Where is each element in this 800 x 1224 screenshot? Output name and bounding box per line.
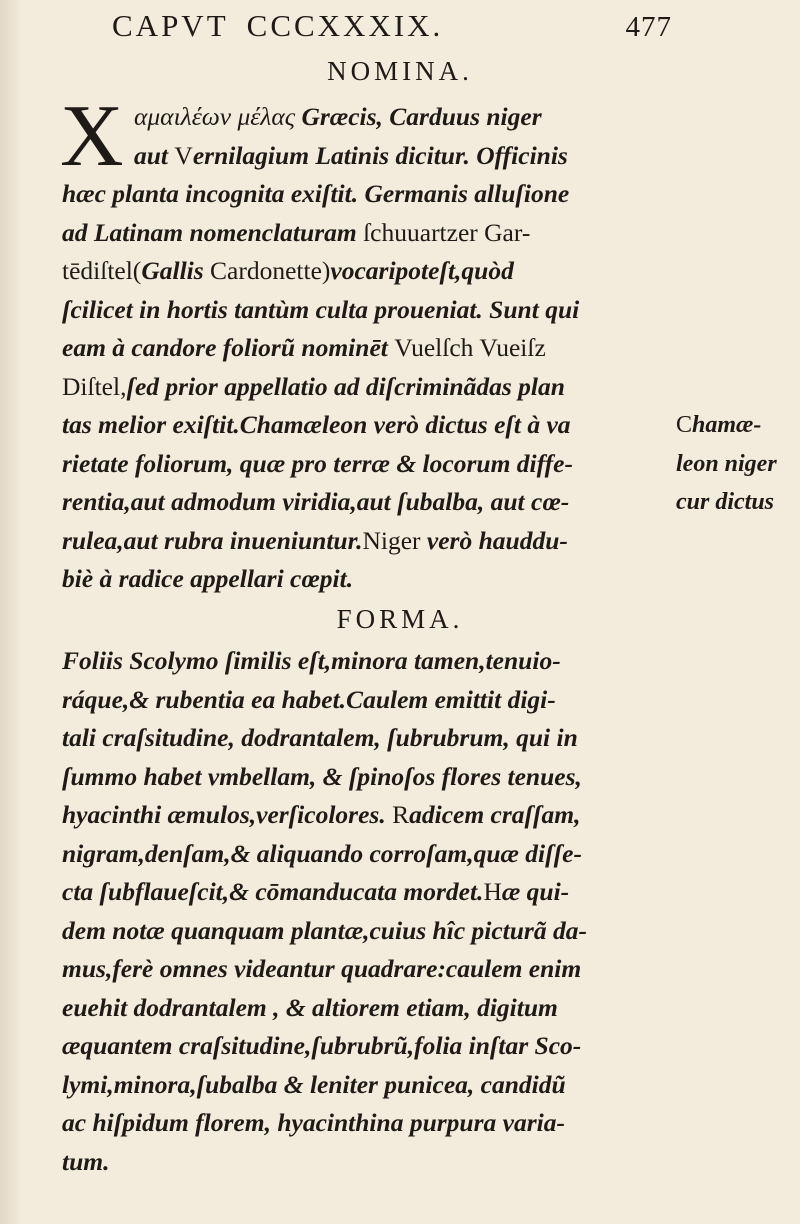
text-line <box>62 445 672 484</box>
text-line-text: ſchuuartzer Gar- <box>363 217 531 247</box>
text-line-text: tēdiſtel( <box>62 256 142 285</box>
header-caput: CAPVT <box>112 8 229 43</box>
text-line-text: Gallis <box>141 256 211 285</box>
forma-paragraph <box>62 642 672 1181</box>
section-heading-nomina: NOMINA. <box>327 56 473 86</box>
text-line <box>62 873 672 912</box>
section-heading-forma: FORMA. <box>336 604 464 634</box>
text-line-text: hyacinthi æmulos,verſicolores. <box>62 800 393 829</box>
marginal-note-text: leon niger <box>676 450 777 477</box>
text-line-text: ſed prior appellatio ad diſcriminãdas plan <box>126 371 565 401</box>
text-line <box>62 681 672 720</box>
marginal-note-text: C <box>676 412 693 438</box>
header-chapter-number: CCCXXXIX. <box>246 8 444 43</box>
text-line-text: tas melior exiſtit.Chamæleon verò dictus eſt à va <box>62 410 571 439</box>
text-line <box>62 642 672 681</box>
text-line-text: V <box>174 140 193 170</box>
text-line-text: aut <box>134 140 175 170</box>
text-line <box>62 406 672 445</box>
text-line <box>62 835 672 874</box>
text-line <box>62 1143 672 1182</box>
text-line-text: euehit dodrantalem , & altiorem etiam, digitum <box>62 992 558 1022</box>
text-line-text: rulea,aut rubra inueniuntur. <box>62 525 363 555</box>
text-line-text: adicem craſſam, <box>409 800 581 829</box>
text-line-text: vocaripoteſt,quòd <box>330 256 514 285</box>
text-line <box>62 1027 672 1066</box>
text-line-text: nigram,denſam,& aliquando corroſam,quæ diſſe- <box>62 838 582 868</box>
text-line <box>62 719 672 758</box>
text-line-text: dem notæ quanquam plantæ,cuius hîc picturã da- <box>62 915 587 945</box>
text-line-text: Vuelſch Vueiſz <box>394 333 546 362</box>
marginal-note <box>676 406 800 522</box>
text-line-text: tum. <box>62 1146 110 1176</box>
text-line <box>62 796 672 835</box>
text-line <box>62 175 672 214</box>
text-line-text: tali craſsitudine, dodrantalem, ſubrubrum, qui in <box>62 723 578 752</box>
text-line-text: lymi,minora,ſubalba & leniter punicea, candidũ <box>62 1069 566 1099</box>
text-line <box>62 137 672 176</box>
marginal-note-line <box>676 406 800 445</box>
text-line-text: verò hauddu- <box>420 525 568 555</box>
text-line <box>62 252 672 291</box>
text-line <box>62 912 672 951</box>
text-line-text: ſcilicet in hortis tantùm culta proueniat. Sunt qui <box>62 294 580 324</box>
text-line <box>62 758 672 797</box>
marginal-note-line <box>676 445 800 484</box>
text-line-text: ad Latinam nomenclaturam <box>62 217 364 247</box>
text-line-text: Niger <box>362 525 421 555</box>
text-line <box>62 950 672 989</box>
text-line <box>62 368 672 407</box>
text-line-text: mus,ferè omnes videantur quadrare:caulem enim <box>62 954 582 983</box>
text-line-text: R <box>392 800 410 829</box>
text-line-text: Foliis Scolymo ſimilis eſt,minora tamen,tenuio- <box>62 646 561 675</box>
running-header <box>112 8 672 54</box>
text-line <box>62 214 672 253</box>
text-line-text: rentia,aut admodum viridia,aut ſubalba, aut cœ- <box>62 487 570 516</box>
marginal-note-line <box>676 483 800 522</box>
text-line-text: Diſtel, <box>62 371 127 401</box>
text-line-text: ráque,& rubentia ea habet.Caulem emittit digi- <box>62 684 556 714</box>
text-line-text: αμαιλέων μέλας <box>134 102 296 131</box>
text-line <box>62 1066 672 1105</box>
text-line <box>62 1104 672 1143</box>
text-line-text: Cardonette) <box>210 256 331 285</box>
text-line <box>62 98 672 137</box>
text-line-text: ſummo habet vmbellam, & ſpinoſos flores tenues, <box>62 761 582 791</box>
text-line <box>62 560 672 599</box>
text-line <box>62 329 672 368</box>
text-line-text: ernilagium Latinis dicitur. Officinis <box>192 140 568 170</box>
text-line-text: rietate foliorum, quæ pro terræ & locorum diffe- <box>62 448 573 478</box>
text-line-text: Græcis, Carduus niger <box>295 102 542 131</box>
drop-cap: X <box>60 88 124 185</box>
page-number: 477 <box>625 11 672 43</box>
nomina-paragraph <box>60 88 672 599</box>
text-line-text: eam à candore foliorũ nominēt <box>62 333 395 362</box>
marginal-note-text: hamæ- <box>692 412 762 438</box>
text-line <box>62 291 672 330</box>
text-line-text: cta ſubflaueſcit,& cōmanducata mordet. <box>62 877 484 906</box>
text-line-text: æquantem craſsitudine,ſubrubrũ,folia inſtar Sco- <box>62 1031 582 1060</box>
text-line <box>62 483 672 522</box>
text-line-text: H <box>483 877 502 906</box>
text-line <box>62 989 672 1028</box>
text-line-text: hæc planta incognita exiſtit. Germanis alluſione <box>62 179 570 208</box>
marginal-note-text: cur dictus <box>676 489 775 515</box>
text-line <box>62 522 672 561</box>
text-line-text: æ qui- <box>501 877 570 906</box>
text-line-text: biè à radice appellari cœpit. <box>62 564 354 593</box>
text-line-text: ac hiſpidum florem, hyacinthina purpura varia- <box>62 1108 565 1137</box>
